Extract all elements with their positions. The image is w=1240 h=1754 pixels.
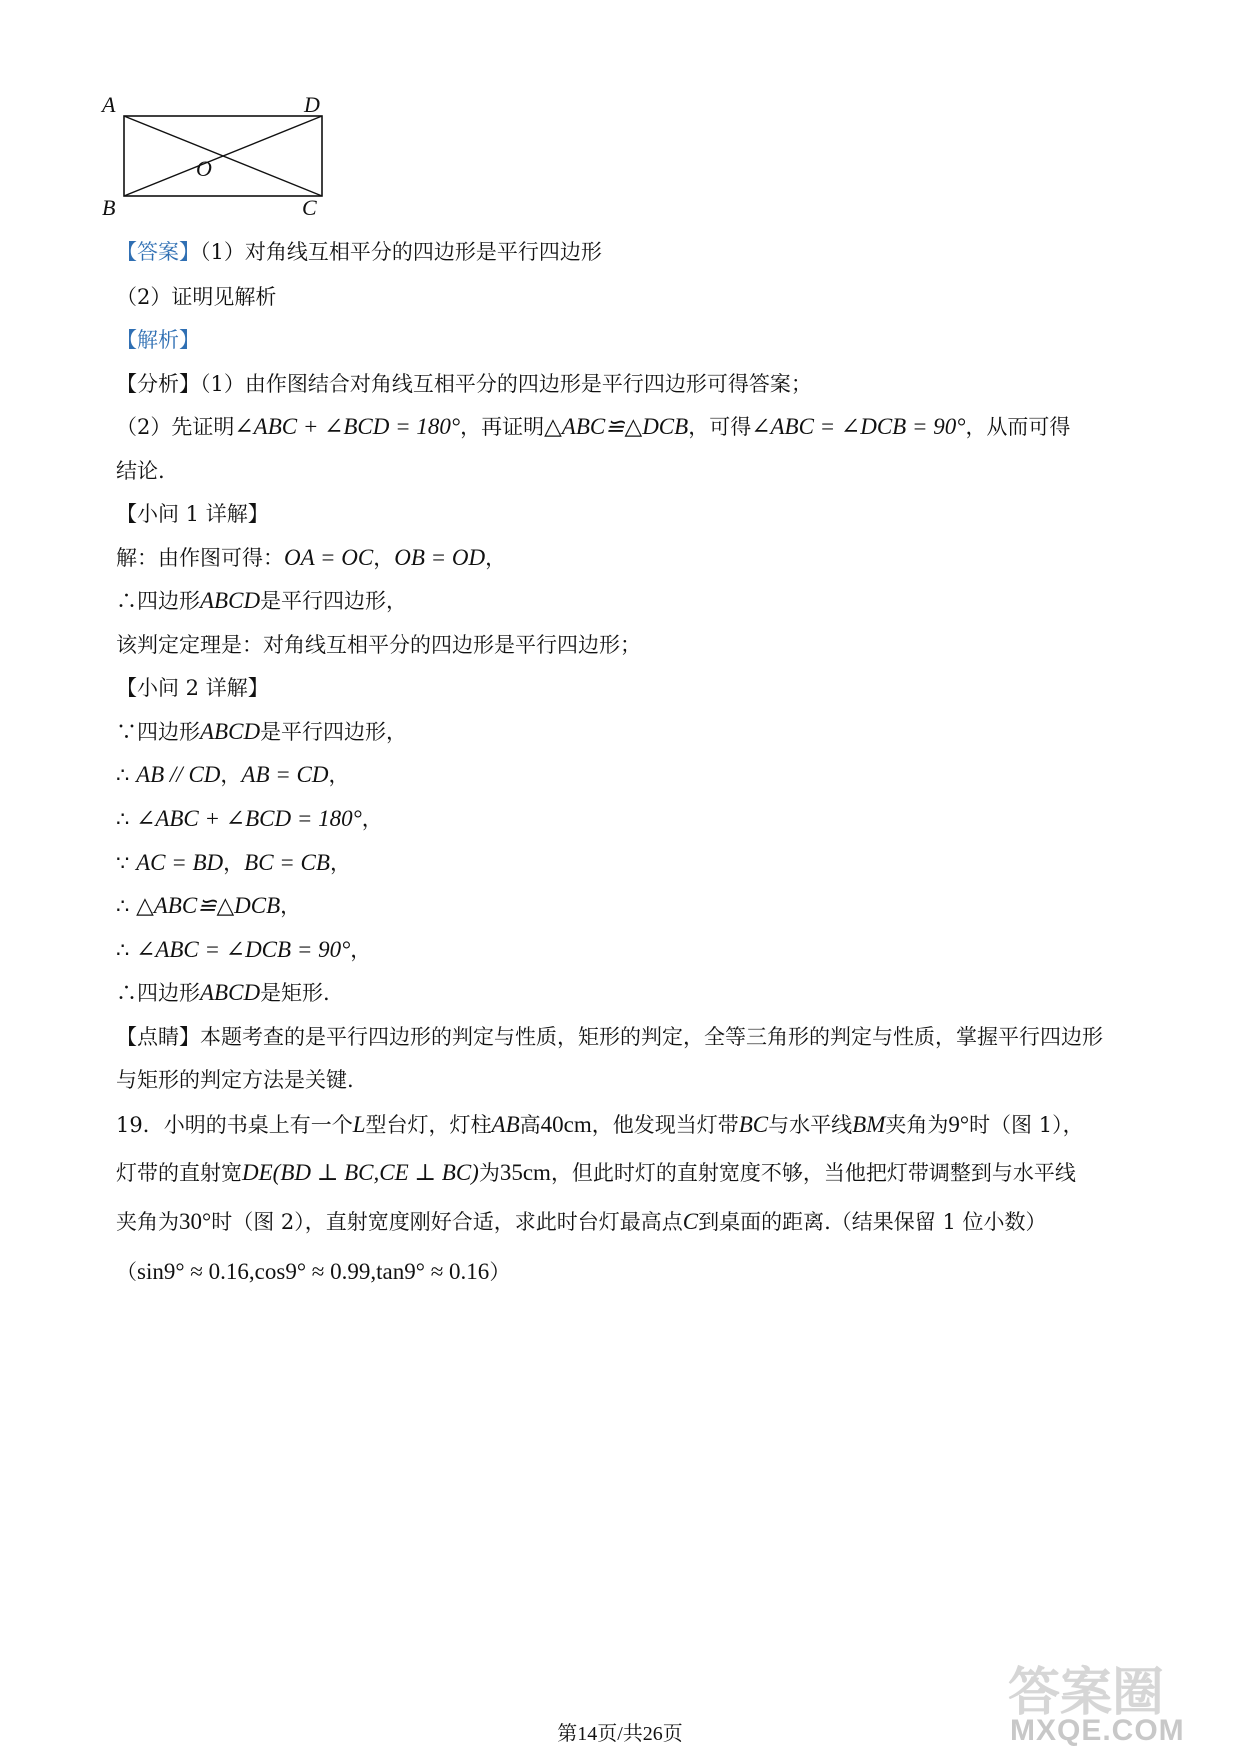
text: ，	[350, 938, 372, 962]
text: ∴	[116, 763, 130, 787]
q2-tag: 【小问 2 详解】	[116, 676, 269, 700]
math-expression: ∠ABC = ∠DCB = 90°	[751, 414, 966, 439]
q2-line-6	[116, 935, 371, 965]
text: 夹角为	[116, 1210, 179, 1234]
math-expression: 35cm	[499, 1160, 551, 1185]
text: ，但此时灯的直射宽度不够，当他把灯带调整到与水平线	[550, 1161, 1076, 1185]
text: ，	[485, 546, 507, 570]
q2-line-4	[116, 848, 351, 878]
text: （	[116, 1260, 137, 1284]
text: ，从而可得	[965, 415, 1071, 439]
text: 是平行四边形，	[260, 589, 408, 613]
text: ，	[220, 763, 242, 787]
text: ，	[373, 546, 395, 570]
q19-line-2	[116, 1158, 1076, 1188]
text: ）	[489, 1260, 511, 1284]
fenxi-text-1: （1）由作图结合对角线互相平分的四边形是平行四边形可得答案；	[200, 372, 812, 396]
q2-line-5	[116, 891, 301, 921]
text: 型台灯，灯柱	[365, 1113, 492, 1137]
math-expression: △ABC≌△DCB	[544, 414, 689, 439]
text: （2）先证明	[116, 415, 235, 439]
label-c: C	[302, 195, 317, 220]
math-expression: AB	[491, 1112, 520, 1137]
label-d: D	[304, 92, 320, 117]
analysis-tag: 【解析】	[116, 328, 200, 352]
text: 本题考查的是平行四边形的判定与性质，矩形的判定，全等三角形的判定与性质，掌握平行四边形	[200, 1025, 1103, 1049]
text: ，可得	[688, 415, 752, 439]
math-expression: 9°	[948, 1112, 970, 1137]
text: ，	[223, 851, 245, 875]
q2-line-1	[116, 717, 407, 747]
math-expression: AC = BD	[136, 850, 224, 875]
dianjing-line-1	[116, 1022, 1103, 1052]
watermark-cn: 答案圈	[1008, 1663, 1165, 1723]
math-expression: ∠ABC + ∠BCD = 180°	[136, 806, 362, 831]
text: ∵	[116, 851, 130, 875]
math-expression: AB // CD	[136, 762, 221, 787]
answer-line-1	[116, 237, 602, 267]
math-expression: ∠ABC + ∠BCD = 180°	[234, 414, 461, 439]
text: 时（图 2），直射宽度刚好合适，求此时台灯最高点	[211, 1210, 683, 1234]
text: 与水平线	[768, 1113, 853, 1137]
text: ，再证明	[460, 415, 545, 439]
answer-part-2: （2）证明见解析	[116, 285, 277, 309]
math-expression: BC = CB	[244, 850, 330, 875]
text: ∴	[116, 938, 130, 962]
text: ∴	[116, 807, 130, 831]
q1-line-1	[116, 543, 506, 573]
math-expression: AB = CD	[241, 762, 329, 787]
math-expression: BC	[738, 1112, 769, 1137]
math-expression: 40cm	[540, 1112, 592, 1137]
text: ∴	[116, 894, 130, 918]
math-expression: ABCD	[200, 980, 261, 1005]
math-expression: sin9° ≈ 0.16,cos9° ≈ 0.99,tan9° ≈ 0.16	[137, 1259, 490, 1284]
rectangle-diagram	[102, 92, 368, 250]
math-expression: OA = OC	[284, 545, 374, 570]
text: 高	[519, 1113, 541, 1137]
text: ，	[280, 894, 302, 918]
q1-tag: 【小问 1 详解】	[116, 502, 269, 526]
text: 时（图 1），	[969, 1113, 1084, 1137]
text: 是矩形.	[260, 981, 330, 1005]
label-a: A	[102, 92, 116, 117]
text: 19．小明的书桌上有一个	[116, 1113, 353, 1137]
answer-tag: 【答案】	[116, 240, 200, 264]
text: 到桌面的距离.（结果保留 1 位小数）	[698, 1210, 1047, 1234]
watermark-logo	[1008, 1650, 1214, 1748]
math-expression: △ABC≌△DCB	[136, 893, 281, 918]
math-expression: OB = OD	[394, 545, 486, 570]
text: ，	[361, 807, 383, 831]
math-expression: ∠ABC = ∠DCB = 90°	[136, 937, 351, 962]
q19-line-3	[116, 1207, 1046, 1237]
math-expression: ABCD	[200, 719, 261, 744]
text: 解：由作图可得：	[116, 546, 284, 570]
fenxi-line-2	[116, 412, 1070, 442]
label-o: O	[196, 156, 212, 181]
q2-line-3	[116, 804, 383, 834]
math-expression: 30°	[179, 1209, 212, 1234]
q1-line-2	[116, 586, 407, 616]
q2-line-2	[116, 760, 349, 790]
watermark-url: MXQE.COM	[1010, 1714, 1185, 1747]
q19-line-1	[116, 1110, 1084, 1140]
math-expression: DE(BD ⊥ BC,CE ⊥ BC)	[242, 1160, 479, 1185]
q2-line-7	[116, 978, 330, 1008]
fenxi-line-1	[116, 369, 812, 399]
math-expression: C	[682, 1209, 699, 1234]
text: 夹角为	[885, 1113, 949, 1137]
fenxi-tag: 【分析】	[116, 372, 200, 396]
text: 灯带的直射宽	[116, 1161, 242, 1185]
label-b: B	[102, 195, 116, 220]
dianjing-tag: 【点睛】	[116, 1025, 200, 1049]
text: ∴四边形	[116, 981, 200, 1005]
text: 为	[478, 1161, 500, 1185]
text: ∴四边形	[116, 589, 200, 613]
math-expression: ABCD	[200, 588, 261, 613]
fenxi-line-3: 结论.	[116, 459, 165, 483]
math-expression: L	[352, 1112, 366, 1137]
q19-line-4	[116, 1257, 510, 1287]
dianjing-line-2: 与矩形的判定方法是关键.	[116, 1068, 354, 1092]
q1-line-3: 该判定定理是：对角线互相平分的四边形是平行四边形；	[116, 633, 641, 657]
answer-part-1: （1）对角线互相平分的四边形是平行四边形	[200, 240, 602, 264]
math-expression: BM	[852, 1112, 886, 1137]
text: ，	[328, 763, 350, 787]
page-number: 第14页/共26页	[557, 1723, 683, 1745]
text: ∵四边形	[116, 720, 200, 744]
text: ，他发现当灯带	[591, 1113, 739, 1137]
text: ，	[329, 851, 351, 875]
text: 是平行四边形，	[260, 720, 408, 744]
